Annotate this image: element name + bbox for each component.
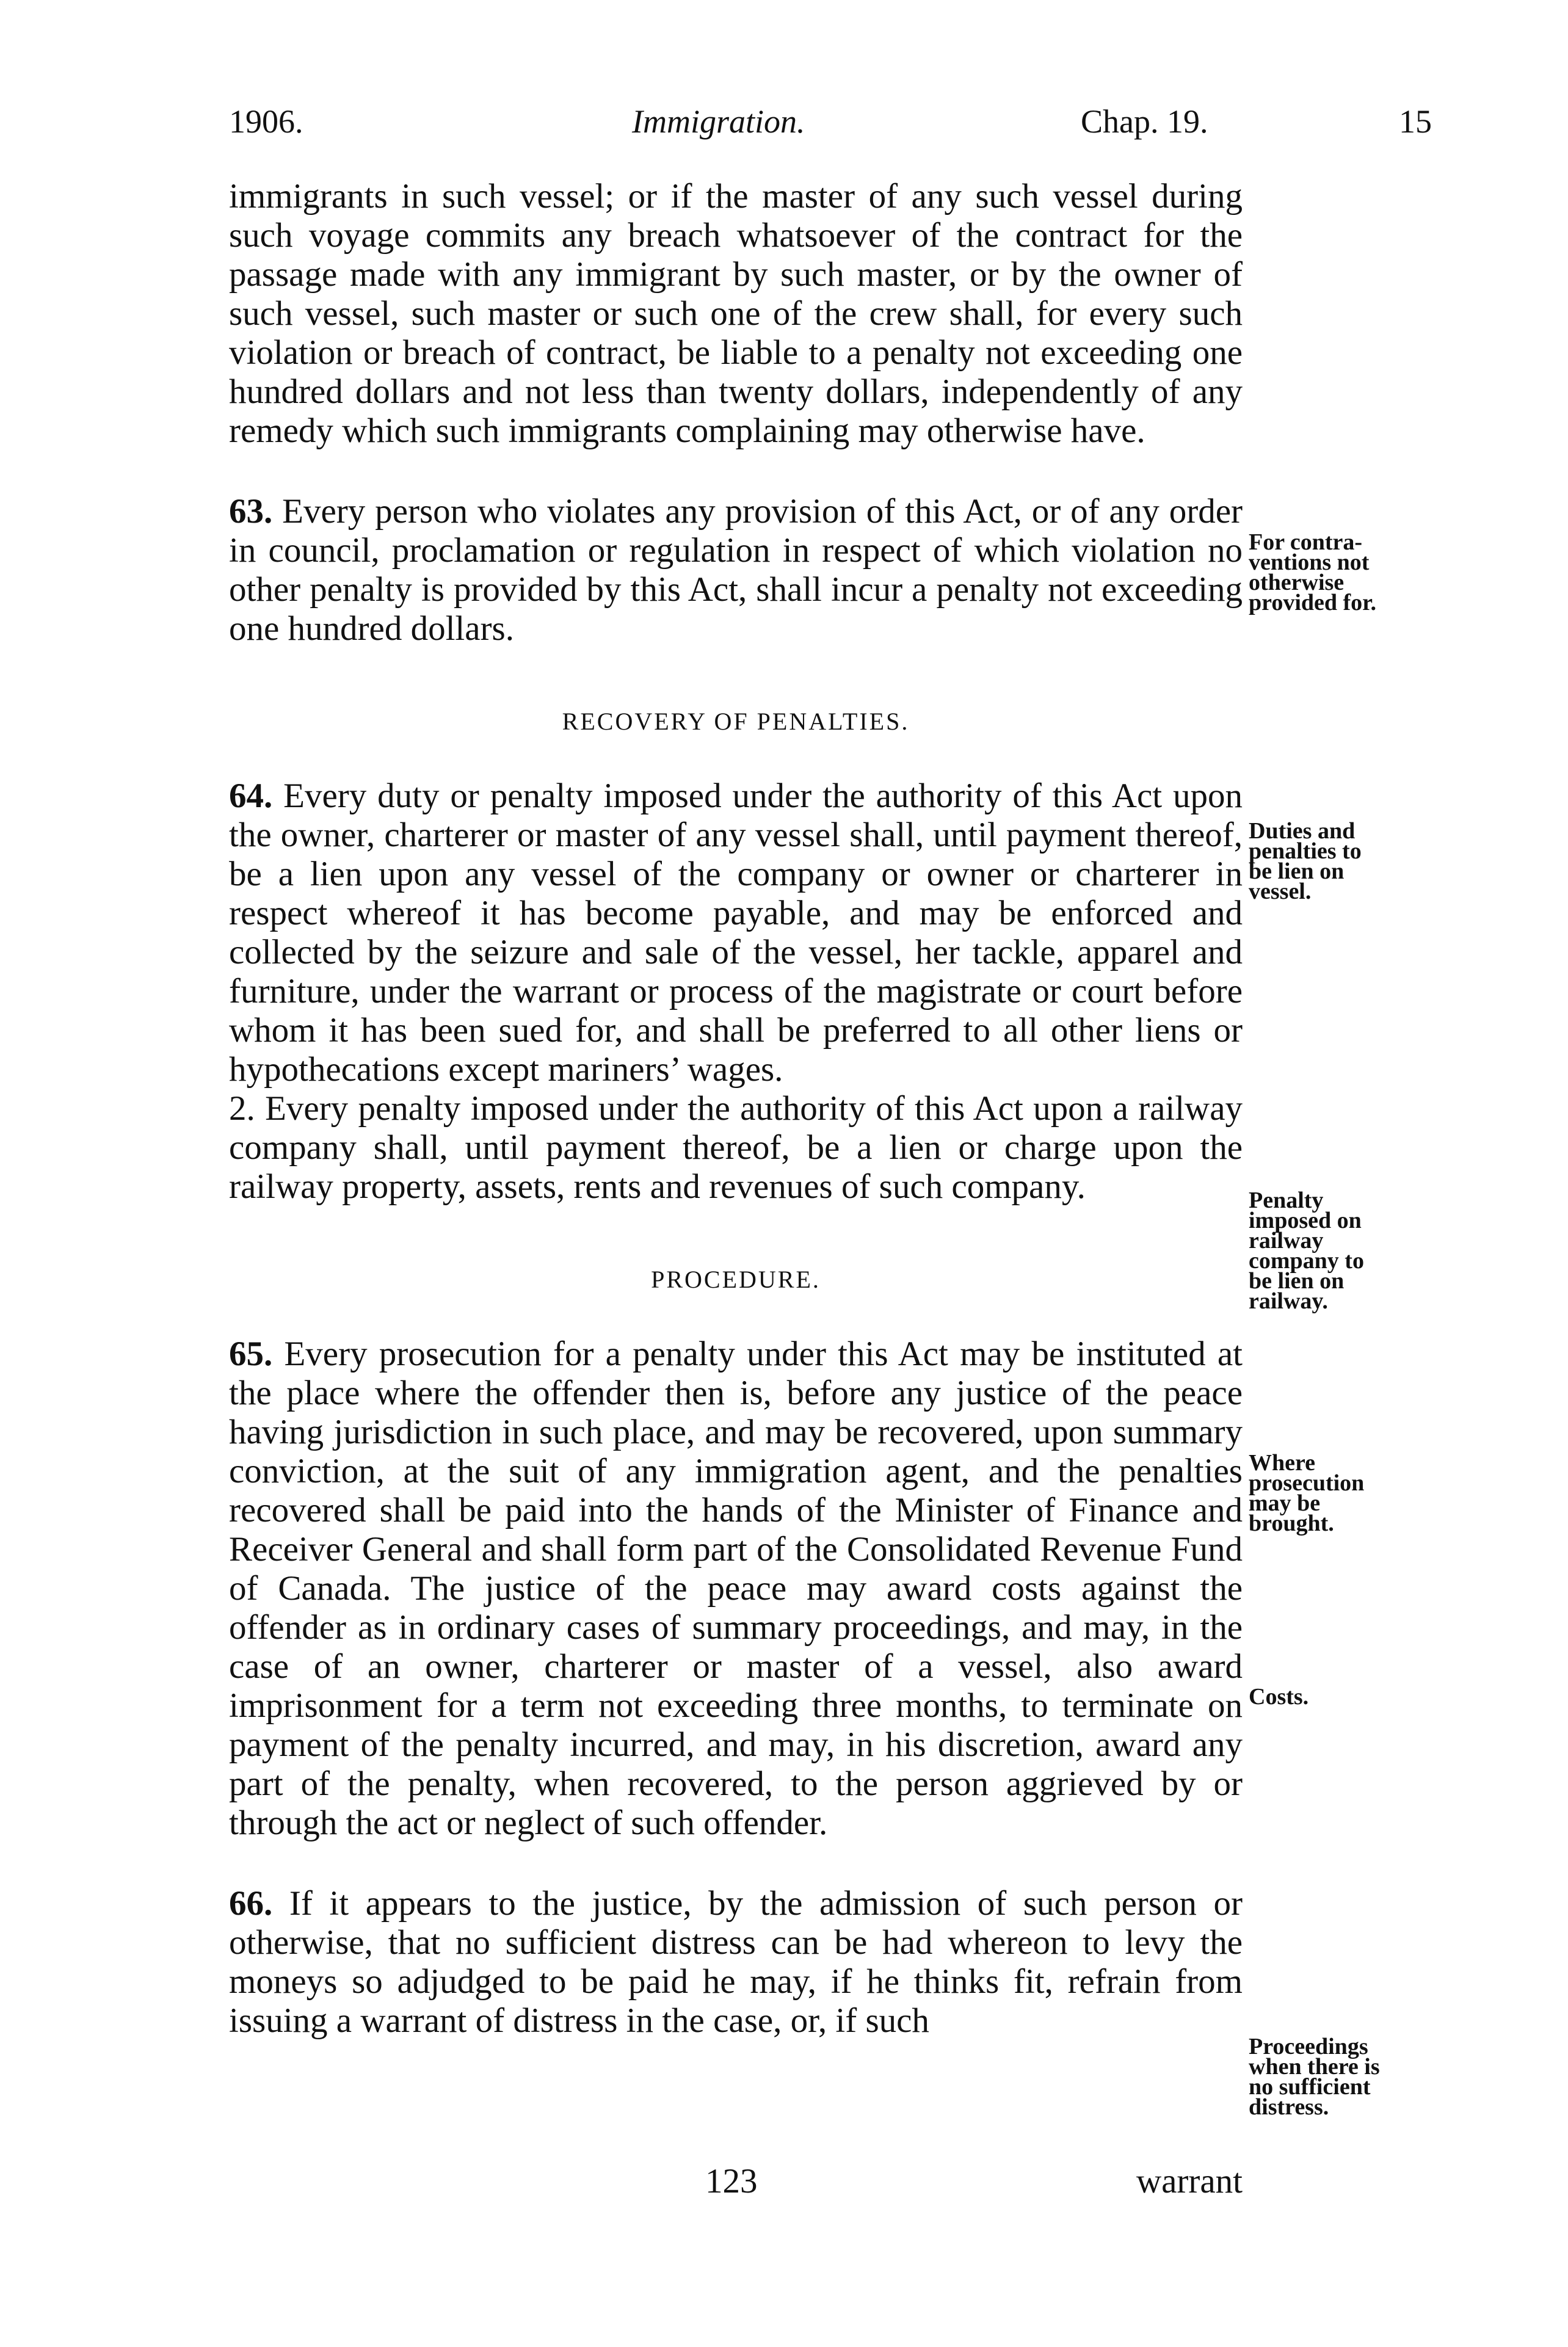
section-66-number: 66. <box>229 1884 273 1923</box>
section-64-number: 64. <box>229 777 273 815</box>
marginal-note-64: Duties and penalties to be lien on vessel. <box>1249 818 1362 904</box>
header-year: 1906. <box>229 103 303 140</box>
section-65 <box>229 1335 1243 1843</box>
section-66-text: If it appears to the justice, by the admission of such person or otherwise, that no sufficient distress can be had whereon to levy the moneys so adjudged to be paid he may, if he thinks fit, refrain from issuing a warrant of distress in the case, or, if such <box>229 1884 1243 2040</box>
body-text <box>229 177 1243 2040</box>
section-65-number: 65. <box>229 1335 273 1373</box>
header-title: Immigration. <box>632 103 805 140</box>
catchword: warrant <box>1136 2162 1243 2200</box>
signature-number: 123 <box>705 2162 758 2200</box>
section-65-text: Every prosecution for a penalty under this Act may be instituted at the place where the offender then is, before any justice of the peace having jurisdiction in such place, and may be recovered, upon summary conviction, at the suit of any immigration agent, and the penalties recovered shall be paid into the hands of the Minister of Finance and Receiver General and shall form part of the Consolidated Revenue Fund of Canada. The justice of the peace may award costs against the offender as in ordinary cases of summary proceedings, and may, in the case of an owner, charterer or master of a vessel, also award imprisonment for a term not exceeding three months, to terminate on payment of the penalty incurred, and may, in his discretion, award any part of the penalty, when recovered, to the person aggrieved by or through the act or neglect of such offender. <box>229 1335 1243 1842</box>
marginal-note-63: For contra- ventions not otherwise provided for. <box>1249 529 1377 615</box>
intro-paragraph: immigrants in such vessel; or if the master of any such vessel during such voyage commits any breach whatsoever of the contract for the passage made with any immigrant by such master, or by the owner of such vessel, such master or such one of the crew shall, for every such violation or breach of contract, be liable to a penalty not exceeding one hundred dollars and not less than twenty dollars, independently of any remedy which such immigrants complaining may otherwise have. <box>229 177 1243 450</box>
header-page-number: 15 <box>1399 103 1432 140</box>
header-chapter: Chap. 19. <box>1081 103 1208 140</box>
section-63-text: Every person who violates any provision of this Act, or of any order in council, proclamation or regulation in respect of which violation no other penalty is provided by this Act, shall incur a penalty not exceeding one hundred dollars. <box>229 492 1243 648</box>
section-63-number: 63. <box>229 492 273 531</box>
section-64 <box>229 777 1243 1089</box>
section-64-subsection-2: 2. Every penalty imposed under the authority of this Act upon a railway company shall, until payment thereof, be a lien or charge upon the railway property, assets, rents and revenues of such company. <box>229 1089 1243 1206</box>
section-63 <box>229 492 1243 648</box>
marginal-note-64-2: Penalty imposed on railway company to be lien on railway. <box>1249 1188 1364 1314</box>
heading-recovery-of-penalties: RECOVERY OF PENALTIES. <box>562 708 910 735</box>
heading-procedure: PROCEDURE. <box>651 1266 821 1293</box>
section-64-text: Every duty or penalty imposed under the authority of this Act upon the owner, charterer or master of any vessel shall, until payment thereof, be a lien upon any vessel of the company or owner or charterer in respect whereof it has become payable, and may be enforced and collected by the seizure and sale of the vessel, her tackle, apparel and furniture, under the warrant or process of the magistrate or court before whom it has been sued for, and shall be preferred to all other liens or hypothecations except mariners’ wages. <box>229 777 1243 1089</box>
marginal-note-65-costs: Costs. <box>1249 1684 1309 1710</box>
marginal-note-66: Proceedings when there is no sufficient distress. <box>1249 2034 1380 2120</box>
running-header <box>229 103 1432 151</box>
marginal-note-65: Where prosecution may be brought. <box>1249 1450 1365 1536</box>
page-footer <box>229 2161 1243 2204</box>
section-66 <box>229 1884 1243 2040</box>
